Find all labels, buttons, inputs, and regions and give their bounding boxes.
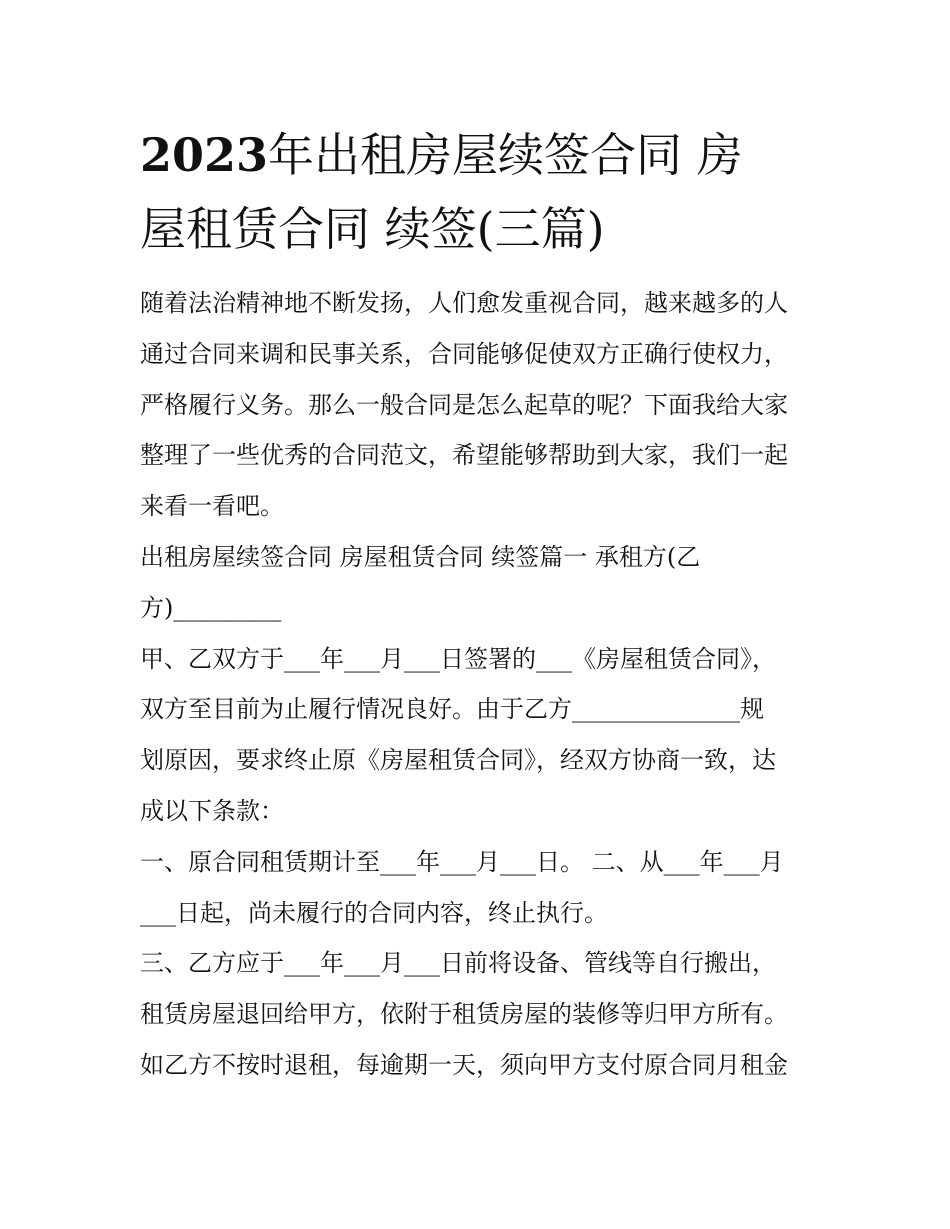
body-line: ___日起，尚未履行的合同内容，终止执行。: [140, 898, 608, 927]
body-line: 整理了一些优秀的合同范文，希望能够帮助到大家，我们一起: [140, 441, 788, 470]
body-line: 一、原合同租赁期计至___年___月___日。 二、从___年___月: [140, 847, 784, 876]
body-line: 如乙方不按时退租，每逾期一天，须向甲方支付原合同月租金: [140, 1050, 788, 1079]
title-line-1-text: 年出租房屋续签合同 房: [268, 128, 743, 182]
body-line: 划原因，要求终止原《房屋租赁合同》，经双方协商一致，达: [140, 746, 776, 775]
document-body: [140, 278, 816, 1091]
body-line: 双方至目前为止履行情况良好。由于乙方______________规: [140, 695, 764, 724]
body-line: 严格履行义务。那么一般合同是怎么起草的呢？下面我给大家: [140, 390, 788, 419]
body-line: 三、乙方应于___年___月___日前将设备、管线等自行搬出，: [140, 949, 776, 978]
body-line: 通过合同来调和民事关系，合同能够促使双方正确行使权力，: [140, 339, 788, 368]
document-content: [140, 118, 816, 1091]
body-line: 租赁房屋退回给甲方，依附于租赁房屋的装修等归甲方所有。: [140, 1000, 788, 1029]
body-line: 方)_________: [140, 593, 282, 622]
title-year: 2023: [140, 128, 269, 182]
body-line: 出租房屋续签合同 房屋租赁合同 续签篇一 承租方(乙: [140, 542, 701, 571]
document-title: [140, 118, 816, 266]
title-line-1: [140, 118, 816, 192]
title-line-2: 屋租赁合同 续签(三篇): [140, 202, 605, 256]
body-line: 成以下条款：: [140, 796, 284, 825]
body-line: 甲、乙双方于___年___月___日签署的___《房屋租赁合同》，: [140, 644, 776, 673]
body-line: 随着法治精神地不断发扬，人们愈发重视合同，越来越多的人: [140, 289, 788, 317]
body-line: 来看一看吧。: [140, 492, 284, 521]
